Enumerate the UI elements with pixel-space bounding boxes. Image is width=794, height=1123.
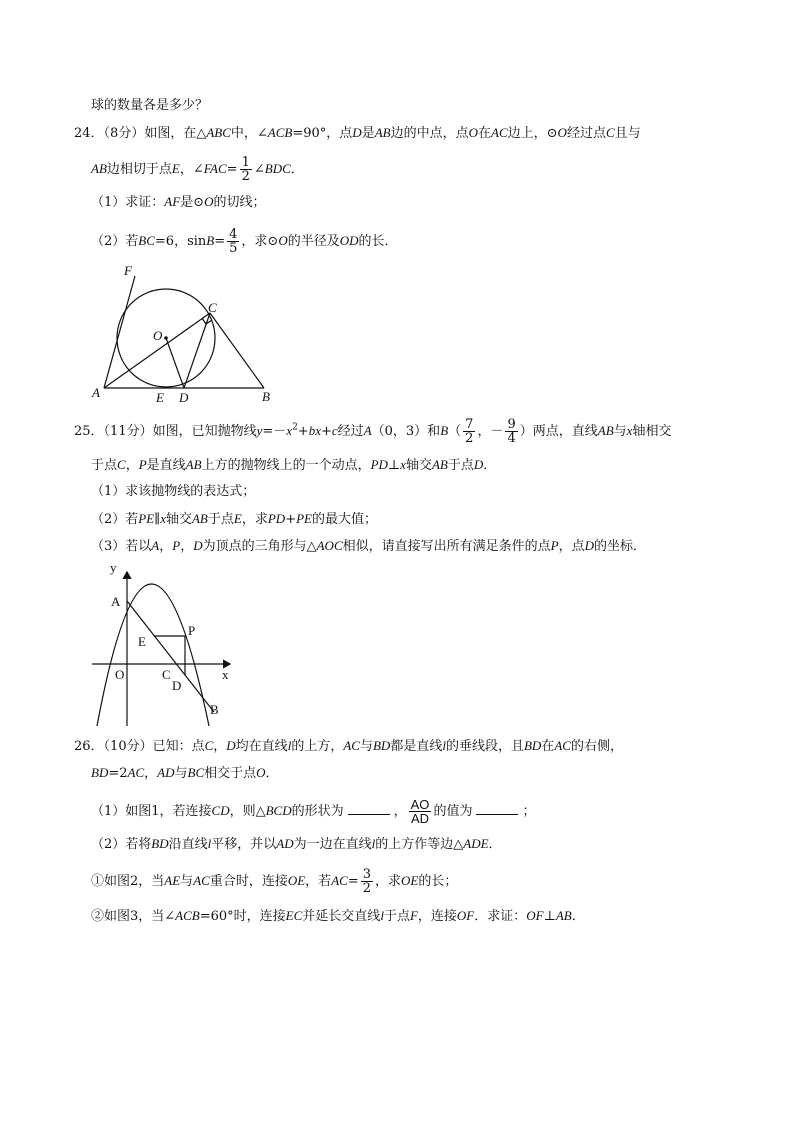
q26-text: 的上方作等边△ — [375, 837, 464, 852]
label-o: O — [115, 667, 125, 682]
q25-var: P — [138, 457, 147, 472]
q25-text: ∥ — [154, 512, 161, 527]
label-o: O — [153, 328, 163, 343]
q26-var: AC — [554, 738, 571, 753]
q24-var: ABC — [206, 125, 231, 140]
q26-var: EC — [285, 908, 303, 923]
label-y: y — [110, 560, 117, 575]
label-e: E — [138, 634, 146, 649]
q24-text: （2）若 — [91, 234, 139, 249]
q25-var: A — [363, 423, 372, 438]
q25-text: 于点 — [207, 512, 234, 527]
q26-text: 重合时，连接 — [209, 874, 288, 889]
q25-text: ，点 — [558, 539, 585, 554]
q26-var: AD — [157, 765, 175, 780]
q26-text: ， — [393, 804, 407, 819]
q26-text: 平移，并以 — [211, 837, 277, 852]
q24-var: O — [278, 233, 288, 248]
q24-text: 的切线； — [213, 195, 266, 210]
q26-var: C — [204, 738, 214, 753]
q26-text: ， — [144, 766, 158, 781]
q26-var: ACB — [175, 908, 200, 923]
q25-var: A — [151, 538, 160, 553]
q24-text: 且与 — [614, 126, 641, 141]
q26-text: 的上方， — [291, 739, 344, 754]
label-a: A — [111, 594, 121, 609]
q26-line1 — [74, 736, 623, 757]
q25-text: 经过 — [337, 424, 364, 439]
q26-text: 与 — [174, 766, 188, 781]
q25-part1: （1）求该抛物线的表达式； — [91, 484, 256, 499]
q25-var: bx — [308, 423, 321, 438]
frac-den: 4 — [507, 431, 516, 446]
q25-text: （0，3）和 — [371, 424, 441, 439]
q24-var: ACB — [267, 125, 293, 140]
q25-text: ，求 — [241, 512, 268, 527]
q26-text: 的长； — [418, 874, 458, 889]
q26-part2 — [91, 834, 502, 855]
q24-text: ∠ — [253, 162, 265, 177]
q25-exp: 2 — [292, 422, 298, 433]
q25-text: （2）若 — [91, 512, 139, 527]
q26-var: BC — [187, 765, 205, 780]
q26-var: AD — [276, 836, 294, 851]
q26-text: 相交于点 — [204, 766, 257, 781]
q24-text: 是⊙ — [180, 195, 205, 210]
q24-var: AB — [91, 161, 107, 176]
frac-num: 1 — [241, 155, 250, 170]
q25-var: B — [440, 423, 449, 438]
q26-text: 沿直线 — [168, 837, 208, 852]
q26-var: l — [287, 738, 292, 753]
q26-text: ． — [571, 909, 585, 924]
q25-text: + — [320, 424, 332, 439]
q24-text: 边相切于点 — [106, 162, 172, 177]
q24-var: BDC — [264, 161, 291, 176]
q24-text: 在 — [478, 126, 492, 141]
q24-var: D — [352, 125, 362, 140]
label-c: C — [162, 667, 171, 682]
q25-var: D — [473, 457, 484, 472]
q25-var: c — [331, 423, 338, 438]
q24-text: 中，∠ — [230, 126, 268, 141]
q26-var: D — [226, 738, 236, 753]
q25-text: 轴相交 — [632, 424, 672, 439]
frac-num: AO — [410, 797, 430, 812]
q26-case1 — [91, 868, 457, 895]
q25-text: 于点 — [447, 458, 474, 473]
q24-var: O — [557, 125, 567, 140]
q26-text: 与 — [180, 874, 194, 889]
label-p: P — [188, 623, 196, 638]
q25-text: 为顶点的三角形与△ — [202, 539, 317, 554]
q25-text: ． — [483, 458, 497, 473]
q26-var: BD — [523, 738, 542, 753]
q26-var: l — [380, 908, 384, 923]
q24-var: AC — [491, 125, 508, 140]
q25-number: 25． — [74, 424, 104, 439]
label-d: D — [172, 678, 182, 693]
q26-text: 的垂线段，且 — [445, 739, 524, 754]
q24-text: ． — [290, 162, 304, 177]
q25-var: PE — [138, 511, 155, 526]
q25-text: ⊥ — [387, 458, 401, 473]
q26-var: ADE — [463, 836, 489, 851]
q26-text: 的形状为 — [291, 804, 344, 819]
q25-var: D — [193, 538, 203, 553]
q25-var: AB — [191, 511, 208, 526]
q25-var: AOC — [316, 538, 343, 553]
q25-text: 上方的抛物线上的一个动点， — [201, 458, 371, 473]
q26-text: 在 — [541, 739, 555, 754]
frac-num: 9 — [507, 417, 516, 432]
q24-var: BC — [138, 233, 155, 248]
q25-text: ）两点，直线 — [519, 424, 598, 439]
label-b: B — [210, 702, 219, 717]
q26-var: l — [442, 738, 446, 753]
q26-fraction — [361, 868, 373, 895]
q25-var: x — [160, 511, 166, 526]
frac-num: 4 — [229, 227, 238, 242]
frac-den: 2 — [362, 881, 371, 896]
frac-den: AD — [409, 811, 432, 825]
label-e: E — [156, 390, 164, 405]
label-d: D — [179, 390, 189, 405]
q25-text: 相似，请直接写出所有满足条件的点 — [342, 539, 551, 554]
q26-line2 — [91, 763, 279, 784]
q26-var: l — [371, 836, 376, 851]
q26-text: ⊥ — [543, 909, 556, 924]
q26-text: 的值为 — [433, 804, 473, 819]
q24-var: B — [206, 233, 215, 248]
q26-var: CD — [211, 803, 230, 818]
frac-num: 7 — [465, 417, 474, 432]
q24-var: O — [468, 125, 478, 140]
q26-text: = — [347, 874, 359, 889]
q26-text: 的右侧， — [570, 739, 623, 754]
q25-text: ， — [180, 539, 194, 554]
q26-var: OF — [456, 908, 475, 923]
q23-tail-text: 球的数量各是多少？ — [91, 98, 209, 113]
q25-text: =－ — [262, 424, 287, 439]
label-c: C — [208, 300, 217, 315]
q25-var: C — [117, 457, 126, 472]
q26-var: F — [409, 908, 418, 923]
q25-var: AB — [597, 423, 614, 438]
q26-var: BD — [151, 836, 169, 851]
q25-text: + — [297, 424, 309, 439]
q26-var: OE — [401, 873, 419, 888]
q26-text: ． — [265, 766, 279, 781]
q24-var: FAC — [203, 161, 227, 176]
q26-var: AC — [343, 738, 360, 753]
q25-text: ， — [125, 458, 139, 473]
q24-var: O — [204, 194, 214, 209]
q26-var: BCD — [265, 803, 292, 818]
q26-text: ②如图3，当∠ — [91, 909, 176, 924]
q26-var: l — [207, 836, 212, 851]
q24-text: = — [214, 234, 226, 249]
label-f: F — [124, 263, 132, 278]
q26-fraction — [409, 798, 432, 825]
q25-text: 轴交 — [165, 512, 192, 527]
q26-var: OF — [526, 908, 544, 923]
q25-text: （11分）如图，已知抛物线 — [103, 424, 257, 439]
q24-var: AF — [164, 194, 181, 209]
q26-var: AC — [127, 765, 145, 780]
q24-text: 边的中点，点 — [390, 126, 469, 141]
q24-text: 的半径及 — [287, 234, 340, 249]
q25-var: x — [286, 423, 293, 438]
label-x: x — [222, 667, 229, 682]
q26-text: ， — [213, 739, 227, 754]
frac-num: 3 — [362, 867, 371, 882]
q25-text: + — [285, 512, 297, 527]
q24-text: 的长． — [358, 234, 398, 249]
q24-text: =6，sin — [154, 234, 207, 249]
q25-var: AB — [185, 457, 202, 472]
q24-text: （1）求证： — [91, 195, 165, 210]
q26-text: 均在直线 — [235, 739, 288, 754]
q24-var: C — [605, 125, 615, 140]
q25-var: x — [400, 457, 406, 472]
q26-text: =60°时，连接 — [199, 909, 286, 924]
q26-number: 26． — [74, 739, 104, 754]
q25-var: PD — [267, 511, 286, 526]
frac-den: 5 — [229, 241, 238, 256]
q24-text: 经过点 — [566, 126, 606, 141]
q24-text: ，∠ — [179, 162, 204, 177]
q25-var: AB — [431, 457, 448, 472]
q25-text: （3）若以 — [91, 539, 152, 554]
q26-text: ，则△ — [229, 804, 266, 819]
q26-var: AB — [555, 908, 572, 923]
q25-var: P — [550, 538, 559, 553]
q26-var: AC — [193, 873, 210, 888]
q24-text: = — [226, 162, 238, 177]
q24-text: 边上，⊙ — [507, 126, 558, 141]
q25-var: P — [172, 538, 181, 553]
q25-text: 轴交 — [405, 458, 432, 473]
q25-var: E — [233, 511, 242, 526]
q24-var: OD — [339, 233, 359, 248]
answer-blank — [476, 802, 518, 815]
q25-text: ， — [159, 539, 173, 554]
q25-text: 是直线 — [146, 458, 186, 473]
q25-text: （ — [448, 424, 462, 439]
label-b: B — [262, 389, 270, 404]
q26-part1 — [91, 798, 535, 825]
q26-text: （2）若将 — [91, 837, 152, 852]
q26-text: （1）如图1，若连接 — [91, 804, 212, 819]
q24-var: E — [171, 161, 180, 176]
q26-var: AE — [164, 873, 181, 888]
q26-var: BD — [91, 765, 109, 780]
q25-var: PD — [370, 457, 388, 472]
q25-text: 与 — [613, 424, 627, 439]
q24-number: 24． — [74, 126, 104, 141]
q26-var: BD — [372, 738, 391, 753]
frac-den: 2 — [465, 431, 474, 446]
q25-text: 于点 — [91, 458, 118, 473]
q26-text: ． — [488, 837, 502, 852]
q25-var: PE — [296, 511, 312, 526]
q26-case2 — [91, 906, 585, 927]
q26-text: 并延长交直线 — [302, 909, 381, 924]
q26-var: OE — [287, 873, 306, 888]
q26-text: ，求 — [375, 874, 402, 889]
line-ab — [127, 601, 214, 712]
frac-den: 2 — [241, 169, 250, 184]
q26-var: O — [256, 765, 266, 780]
q24-var: AB — [374, 125, 391, 140]
q24-text: ，求⊙ — [241, 234, 279, 249]
q24-text: =90°，点 — [292, 126, 353, 141]
q25-text: ，－ — [477, 424, 504, 439]
q24-text: （8分）如图，在△ — [103, 126, 207, 141]
q26-text: 于点 — [383, 909, 410, 924]
q25-text: 的最大值； — [312, 512, 378, 527]
q26-text: 与 — [359, 739, 373, 754]
q26-text: ，若 — [305, 874, 332, 889]
q26-text: （10分）已知：点 — [103, 739, 205, 754]
q24-text: 是 — [361, 126, 375, 141]
q26-text: =2 — [108, 766, 128, 781]
q26-text: ，连接 — [417, 909, 457, 924]
q26-text: 为一边在直线 — [293, 837, 372, 852]
q25-var: y — [256, 423, 263, 438]
label-a: A — [92, 385, 100, 400]
q26-var: AC — [331, 873, 348, 888]
q25-var: D — [584, 538, 594, 553]
q26-text: ； — [522, 804, 536, 819]
q26-text: ．求证： — [474, 909, 527, 924]
q25-var: x — [626, 423, 633, 438]
q25-text: 的坐标． — [593, 539, 646, 554]
q26-text: 都是直线 — [390, 739, 443, 754]
q26-text: ①如图2，当 — [91, 874, 165, 889]
answer-blank — [348, 802, 390, 815]
